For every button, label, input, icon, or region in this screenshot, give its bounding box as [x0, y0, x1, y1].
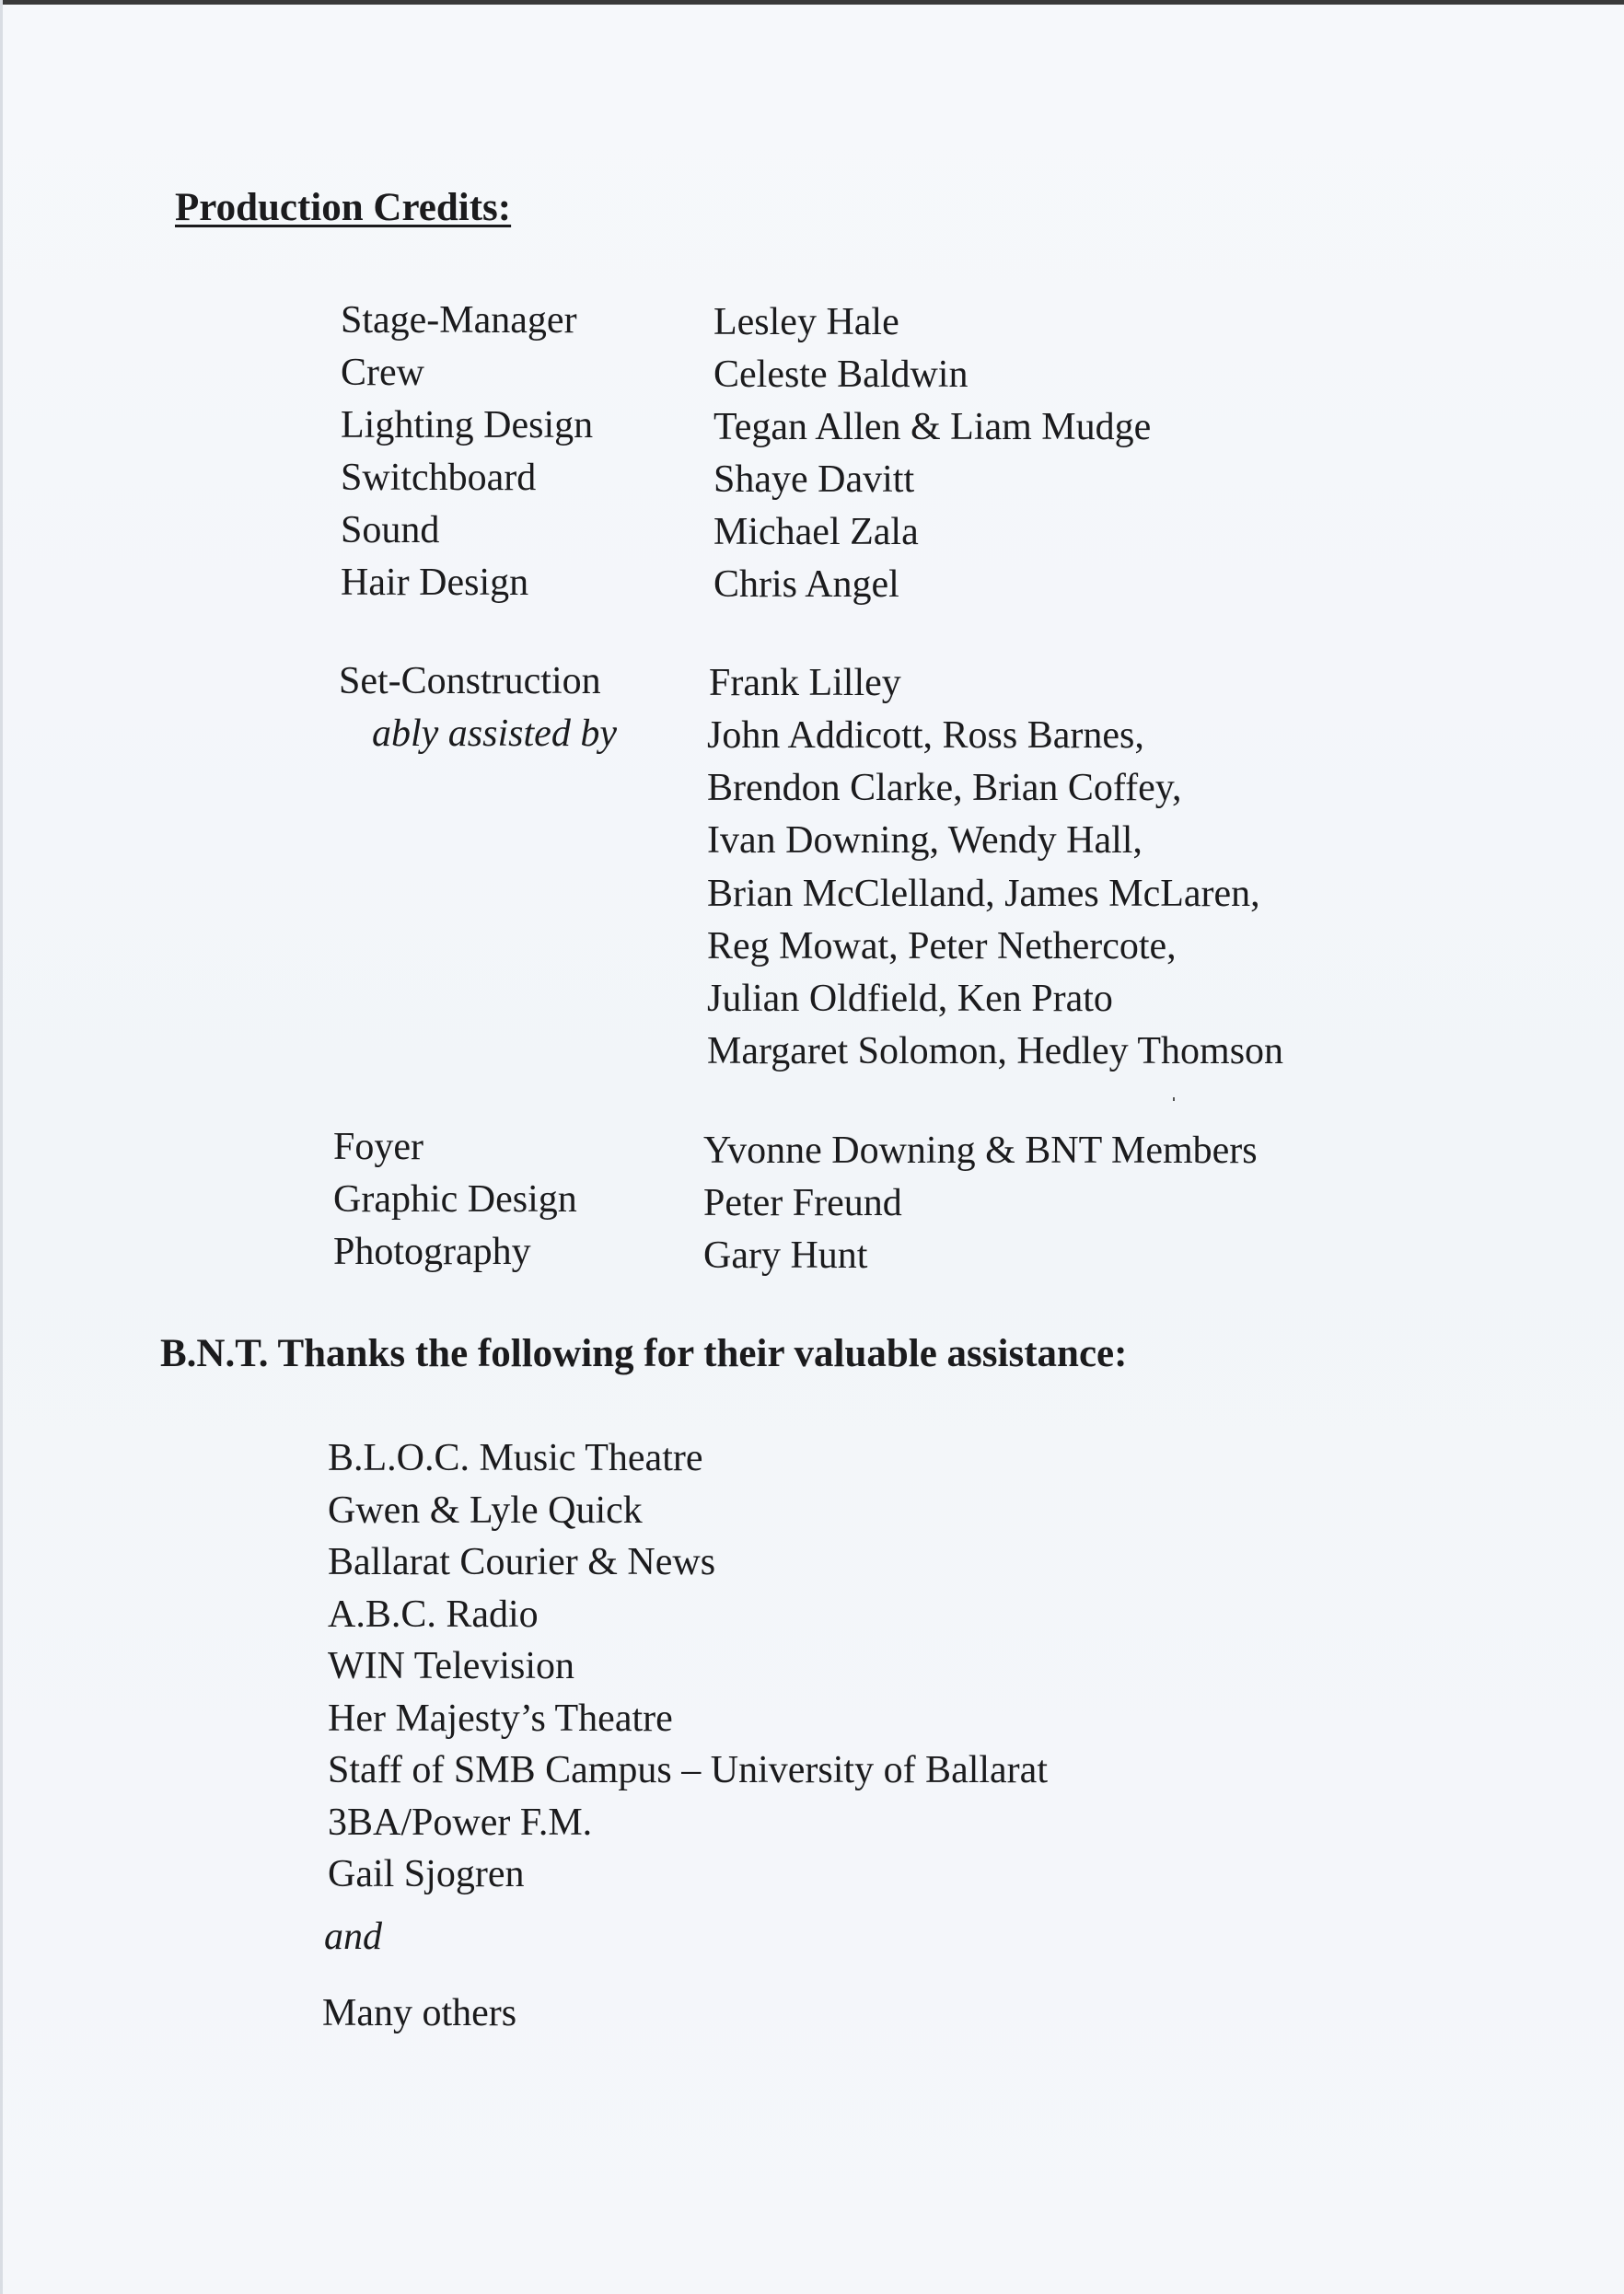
credits-roles-group1: [341, 295, 593, 609]
credit-role: Sound: [341, 509, 440, 551]
thanks-heading: B.N.T. Thanks the following for their valuable assistance:: [160, 1332, 1128, 1375]
credit-name: Celeste Baldwin: [713, 353, 969, 396]
credit-role: Lighting Design: [341, 404, 594, 446]
credits-roles-group3: [333, 1121, 577, 1279]
thanks-item: WIN Television: [328, 1645, 575, 1687]
credit-role: Set-Construction: [339, 660, 601, 702]
thanks-item: Gwen & Lyle Quick: [328, 1489, 643, 1532]
and-label: and: [324, 1916, 382, 1958]
credit-role: Graphic Design: [333, 1178, 577, 1221]
credit-name: Yvonne Downing & BNT Members: [703, 1130, 1258, 1172]
thanks-item: Staff of SMB Campus – University of Ballarat: [328, 1749, 1048, 1791]
page-top-edge: [0, 0, 1624, 5]
many-others: Many others: [322, 1992, 517, 2034]
set-construction-roles: [339, 655, 617, 760]
set-construction-assistants: [707, 710, 1283, 1078]
credit-name: Shaye Davitt: [713, 458, 915, 501]
thanks-item: B.L.O.C. Music Theatre: [328, 1437, 703, 1479]
credit-role: Hair Design: [341, 562, 529, 604]
thanks-item: Her Majesty’s Theatre: [328, 1697, 673, 1740]
thanks-item: 3BA/Power F.M.: [328, 1801, 593, 1844]
credit-name: Lesley Hale: [713, 301, 899, 343]
thanks-item: Ballarat Courier & News: [328, 1541, 716, 1583]
credit-role: Foyer: [333, 1126, 423, 1168]
assistant-line: Margaret Solomon, Hedley Thomson: [707, 1030, 1284, 1073]
paper-speck: [1173, 1097, 1175, 1101]
ably-assisted-label: ably assisted by: [372, 713, 617, 755]
assistant-line: Brendon Clarke, Brian Coffey,: [707, 767, 1182, 810]
assistant-line: Reg Mowat, Peter Nethercote,: [707, 924, 1177, 967]
assistant-line: John Addicott, Ross Barnes,: [707, 714, 1144, 757]
credit-name: Tegan Allen & Liam Mudge: [713, 406, 1152, 448]
credit-role: Switchboard: [341, 457, 537, 499]
credit-name: Frank Lilley: [709, 662, 901, 704]
thanks-item: Gail Sjogren: [328, 1853, 525, 1895]
thanks-list: [328, 1432, 1048, 1901]
credit-name: Chris Angel: [713, 563, 899, 606]
thanks-item: A.B.C. Radio: [328, 1593, 539, 1636]
page-left-edge: [0, 0, 3, 2294]
assistant-line: Brian McClelland, James McLaren,: [707, 872, 1260, 915]
credit-role: Crew: [341, 352, 424, 394]
assistant-line: Ivan Downing, Wendy Hall,: [707, 819, 1143, 863]
credit-name: Gary Hunt: [703, 1234, 868, 1277]
credits-names-group3: [703, 1125, 1258, 1282]
credit-name: Peter Freund: [703, 1182, 902, 1224]
set-construction-lead: [709, 657, 901, 710]
credits-names-group1: [713, 296, 1151, 611]
assistant-line: Julian Oldfield, Ken Prato: [707, 977, 1113, 1020]
credit-name: Michael Zala: [713, 511, 919, 553]
credit-role: Photography: [333, 1231, 531, 1273]
credit-role: Stage-Manager: [341, 299, 577, 342]
production-credits-heading: Production Credits:: [175, 186, 512, 229]
